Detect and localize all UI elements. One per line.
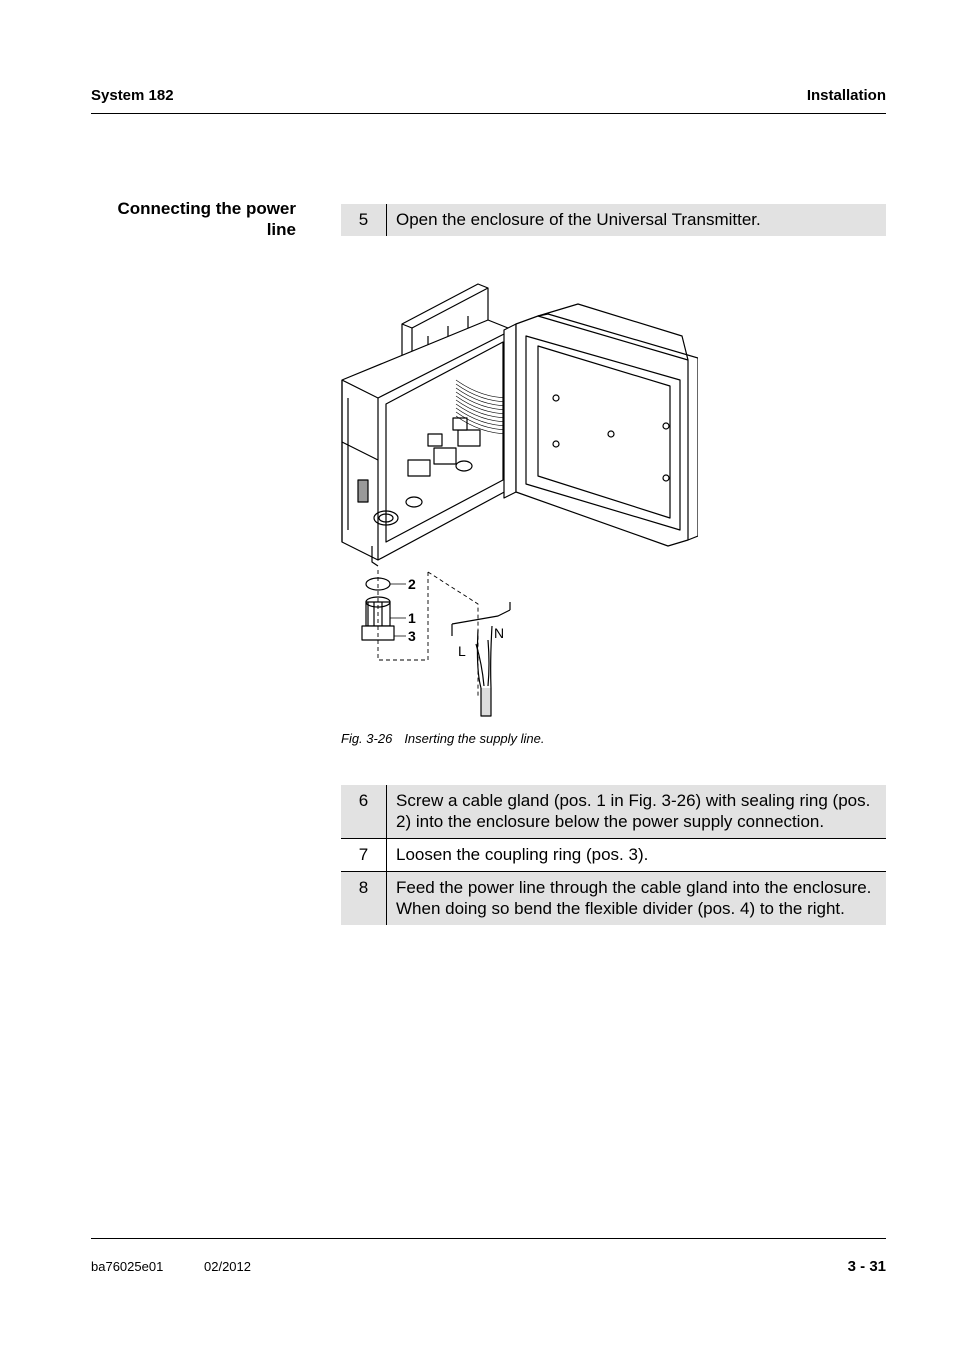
figure-number: Fig. 3-26: [341, 731, 393, 746]
page-header: [91, 86, 886, 114]
footer-date: 02/2012: [204, 1259, 251, 1274]
step-number: 6: [341, 785, 387, 839]
header-product: System 182: [91, 87, 174, 104]
footer-doc-id: ba76025e01: [91, 1259, 164, 1274]
label-n: N: [494, 625, 505, 641]
label-l: L: [458, 643, 466, 659]
open-door: [516, 304, 698, 546]
page-footer: [91, 1238, 886, 1275]
step-row: [341, 839, 886, 872]
enclosure-body: [342, 320, 508, 566]
power-cable: [452, 602, 510, 716]
step-table-5: [341, 204, 886, 236]
header-chapter: Installation: [806, 87, 886, 104]
label-pos-3: 3: [408, 628, 416, 644]
step-row: [341, 204, 886, 236]
step-text: Loosen the coupling ring (pos. 3).: [387, 839, 887, 872]
step-text: Open the enclosure of the Universal Transmitter.: [387, 204, 887, 236]
enclosure-figure: [338, 280, 698, 720]
step-number: 8: [341, 872, 387, 926]
step-row: [341, 785, 886, 839]
section-heading: Connecting the power line: [117, 199, 296, 239]
step-text: Screw a cable gland (pos. 1 in Fig. 3-26) with sealing ring (pos. 2) into the enclosure below the power supply connection.: [387, 785, 887, 839]
page-number: 3 - 31: [847, 1258, 886, 1275]
label-pos-1: 1: [408, 610, 416, 626]
step-text: Feed the power line through the cable gland into the enclosure. When doing so bend the flexible divider (pos. 4) to the right.: [387, 872, 887, 926]
step-number: 7: [341, 839, 387, 872]
figure-caption-text: Inserting the supply line.: [404, 731, 545, 746]
step-number: 5: [341, 204, 387, 236]
figure-caption: [341, 731, 545, 746]
step-table-6-8: [341, 785, 886, 925]
step-row: [341, 872, 886, 926]
label-pos-2: 2: [408, 576, 416, 592]
